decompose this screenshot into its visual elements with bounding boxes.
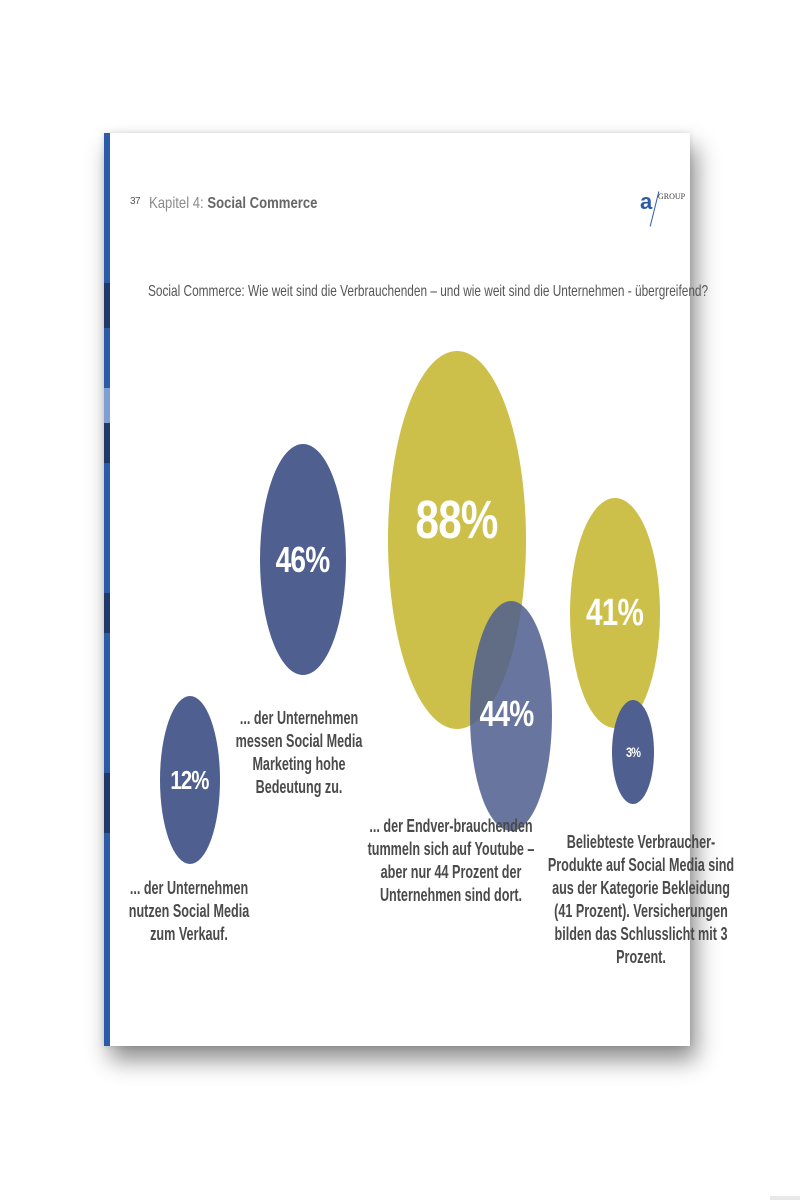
bubble-44 [470,601,552,831]
caption-46: ... der Unternehmen messen Social Media Marketing hohe Bedeutung zu. [235,708,363,797]
bubble-44-value: 44% [480,693,534,734]
caption-12: ... der Unternehmen nutzen Social Media zum Verkauf. [128,878,250,944]
caption-44: ... der Endver-brauchenden tummeln sich auf Youtube – aber nur 44 Prozent der Unternehmen sind dort. [367,816,535,905]
page-edge-strip [104,133,110,1046]
bubble-41 [570,498,660,728]
page-number: 37 [130,196,141,207]
logo-letter: a [640,189,653,214]
bubble-46 [260,444,346,675]
chapter-title: Social Commerce [207,195,318,212]
chapter-prefix: Kapitel 4: [149,195,208,212]
chapter-heading [149,195,317,213]
corner-mark [770,1196,800,1200]
bubble-3 [612,700,654,804]
company-logo [640,189,686,229]
bubble-12 [160,696,220,864]
bubble-46-value: 46% [276,538,330,580]
document-page [104,133,735,1046]
headline: Social Commerce: Wie weit sind die Verbrauchenden – und wie weit sind die Unternehmen - übergreifend? [148,283,709,300]
bubble-3-value: 3% [625,744,641,760]
bubble-12-value: 12% [170,764,210,795]
bubble-88-value: 88% [416,490,498,550]
bubble-41-value: 41% [586,591,644,634]
caption-41: Beliebteste Verbraucher-Produkte auf Social Media sind aus der Kategorie Bekleidung (41 Prozent). Versicherungen bilden das Schlusslicht mit 3 Prozent. [547,832,735,967]
logo-word: GROUP [658,192,686,201]
